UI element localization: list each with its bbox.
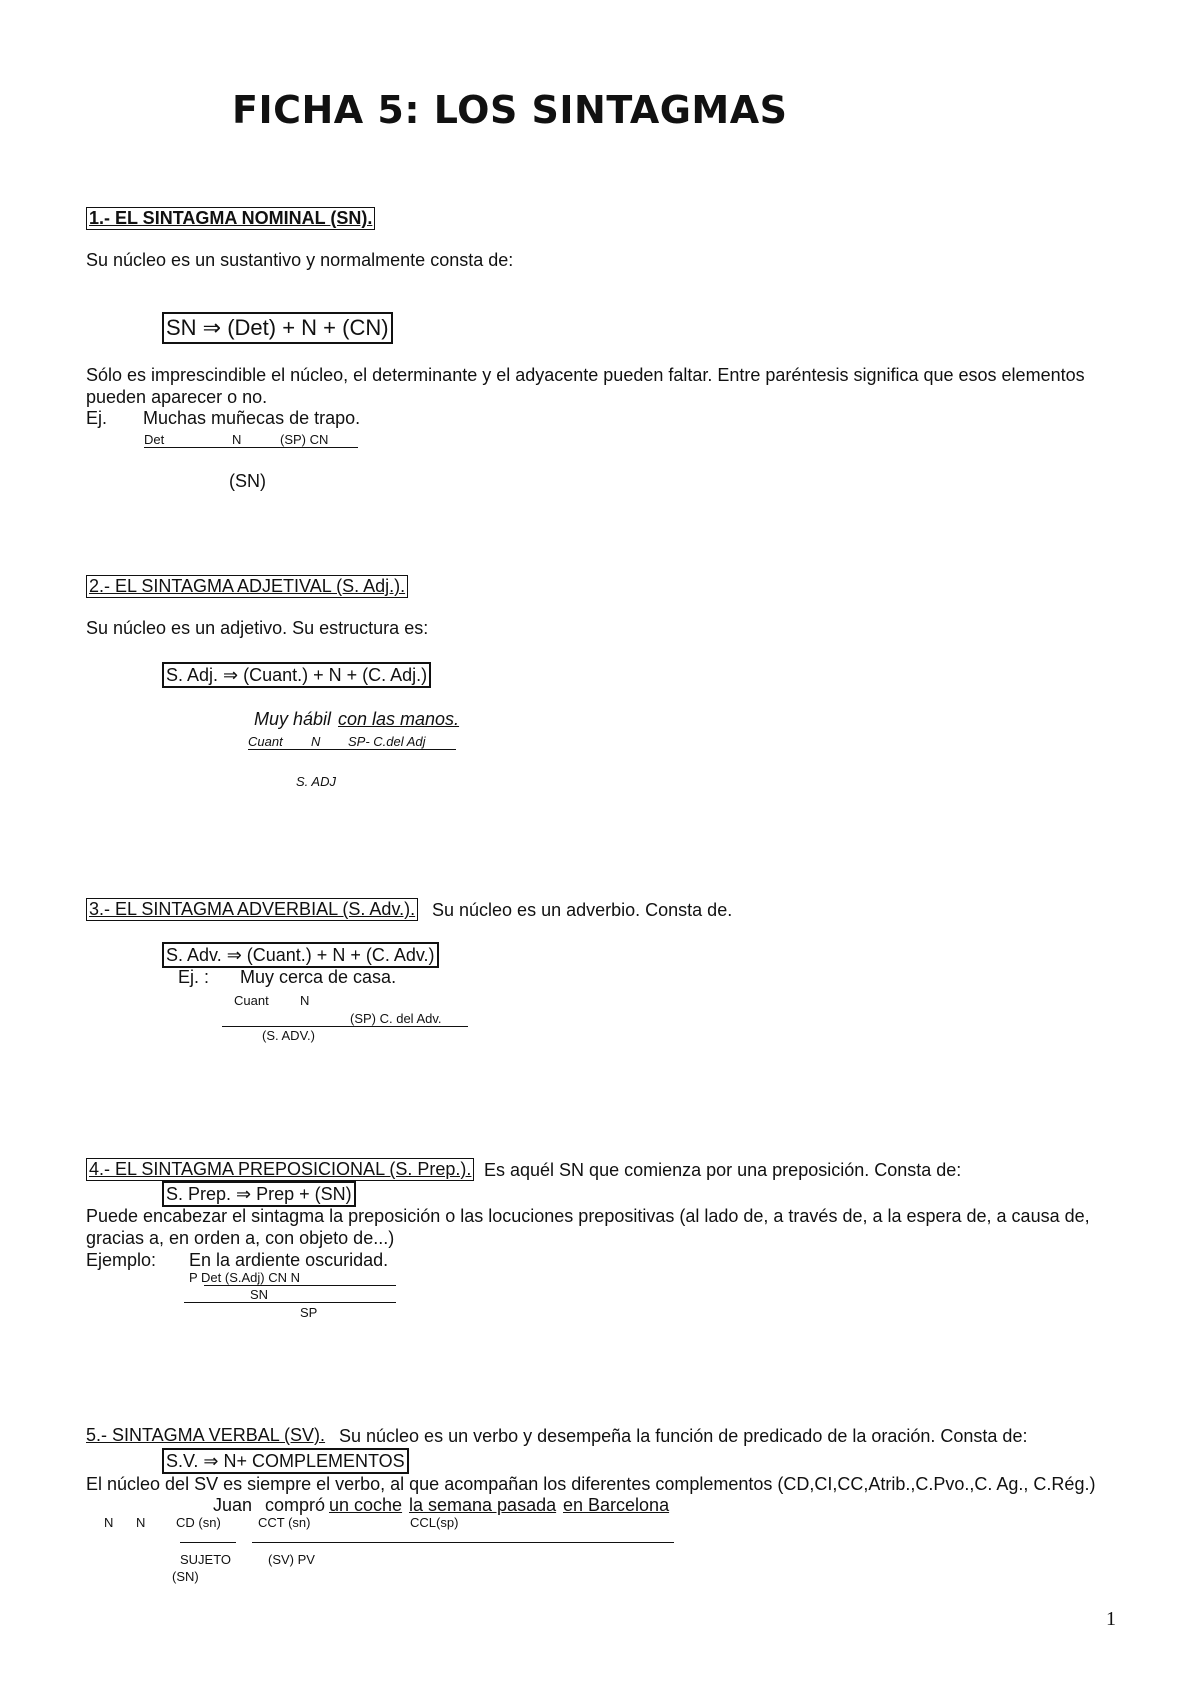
section-5-sujeto: SUJETO <box>180 1552 232 1567</box>
section-1-example-label: Ej. <box>86 408 108 428</box>
section-3-example: Muy cerca de casa. <box>240 967 397 987</box>
section-3-underline <box>222 1026 468 1027</box>
section-2-label-n: N <box>311 734 321 749</box>
section-1-underline <box>144 447 358 448</box>
section-3-formula: S. Adv. ⇒ (Cuant.) + N + (C. Adv.) <box>162 942 439 968</box>
page-title: FICHA 5: LOS SINTAGMAS <box>232 88 788 132</box>
section-1-example: Muchas muñecas de trapo. <box>143 408 361 428</box>
section-5-label-n2: N <box>136 1515 146 1530</box>
section-3-label-complement: (SP) C. del Adv. <box>350 1011 442 1026</box>
section-5-predicado: (SV) PV <box>268 1552 315 1567</box>
section-3-heading: 3.- EL SINTAGMA ADVERBIAL (S. Adv.). <box>86 898 418 921</box>
section-4-tail: Es aquél SN que comienza por una preposición. Consta de: <box>484 1160 962 1180</box>
section-5-word-ccl: en Barcelona <box>563 1495 670 1515</box>
section-4-example-label: Ejemplo: <box>86 1250 157 1270</box>
section-4-sn-underline <box>184 1302 396 1303</box>
section-2-underline <box>248 749 456 750</box>
section-3-group: (S. ADV.) <box>262 1028 315 1043</box>
section-2-heading: 2.- EL SINTAGMA ADJETIVAL (S. Adj.). <box>86 575 408 598</box>
section-5-predicate-underline <box>252 1542 674 1543</box>
section-1-explanation: Sólo es imprescindible el núcleo, el determinante y el adyacente pueden faltar. Entre paréntesis significa que esos elementos pueden aparecer o no. <box>86 365 1085 407</box>
section-5-label-cd: CD (sn) <box>176 1515 221 1530</box>
section-4-heading: 4.- EL SINTAGMA PREPOSICIONAL (S. Prep.). <box>86 1158 474 1181</box>
section-3-example-label: Ej. : <box>178 967 210 987</box>
section-4-sn: SN <box>250 1287 269 1302</box>
section-1-label-cn: (SP) CN <box>280 432 329 447</box>
section-5-heading: 5.- SINTAGMA VERBAL (SV). <box>86 1425 326 1445</box>
section-4-sp: SP <box>300 1305 318 1320</box>
section-5-word-cd: un coche <box>329 1495 403 1515</box>
section-1-group: (SN) <box>229 471 266 491</box>
section-5-word-subject: Juan <box>213 1495 253 1515</box>
section-5-label-cct: CCT (sn) <box>258 1515 311 1530</box>
section-3-label-cuant: Cuant <box>234 993 269 1008</box>
section-5-formula: S.V. ⇒ N+ COMPLEMENTOS <box>162 1448 409 1474</box>
section-1-label-det: Det <box>144 432 165 447</box>
section-1-intro: Su núcleo es un sustantivo y normalmente consta de: <box>86 250 514 270</box>
section-2-intro: Su núcleo es un adjetivo. Su estructura es: <box>86 618 429 638</box>
section-5-word-cct: la semana pasada <box>409 1495 557 1515</box>
page-number: 1 <box>1106 1608 1116 1630</box>
section-2-group: S. ADJ <box>296 774 336 789</box>
section-1-formula: SN ⇒ (Det) + N + (CN) <box>162 312 393 344</box>
section-4-explanation: Puede encabezar el sintagma la preposición o las locuciones prepositivas (al lado de, a través de, a la espera de, a causa de, gracias a, en orden a, con objeto de...) <box>86 1206 1090 1248</box>
section-4-formula: S. Prep. ⇒ Prep + (SN) <box>162 1181 356 1207</box>
section-1-heading: 1.- EL SINTAGMA NOMINAL (SN). <box>86 207 375 230</box>
section-5-word-verb: compró <box>265 1495 326 1515</box>
section-2-example-head: Muy hábil <box>254 709 332 729</box>
section-4-example: En la ardiente oscuridad. <box>189 1250 389 1270</box>
section-5-subject-underline <box>180 1542 236 1543</box>
section-4-labels: P Det (S.Adj) CN N <box>189 1270 301 1285</box>
section-3-label-n: N <box>300 993 310 1008</box>
section-1-label-n: N <box>232 432 242 447</box>
section-5-label-ccl: CCL(sp) <box>410 1515 459 1530</box>
section-3-tail: Su núcleo es un adverbio. Consta de. <box>432 900 733 920</box>
section-5-label-n1: N <box>104 1515 114 1530</box>
section-5-tail: Su núcleo es un verbo y desempeña la función de predicado de la oración. Consta de: <box>339 1426 1028 1446</box>
section-2-label-cuant: Cuant <box>248 734 283 749</box>
section-2-formula: S. Adj. ⇒ (Cuant.) + N + (C. Adj.) <box>162 662 431 688</box>
section-5-explanation: El núcleo del SV es siempre el verbo, al que acompañan los diferentes complementos (CD,CI,CC,Atrib.,C.Pvo.,C. Ag., C.Rég.) <box>86 1474 1096 1494</box>
section-2-example-complement: con las manos. <box>338 709 460 729</box>
section-5-sujeto-sn: (SN) <box>172 1569 199 1584</box>
section-2-label-sp: SP- C.del Adj <box>348 734 426 749</box>
section-4-labels-underline <box>204 1285 396 1286</box>
